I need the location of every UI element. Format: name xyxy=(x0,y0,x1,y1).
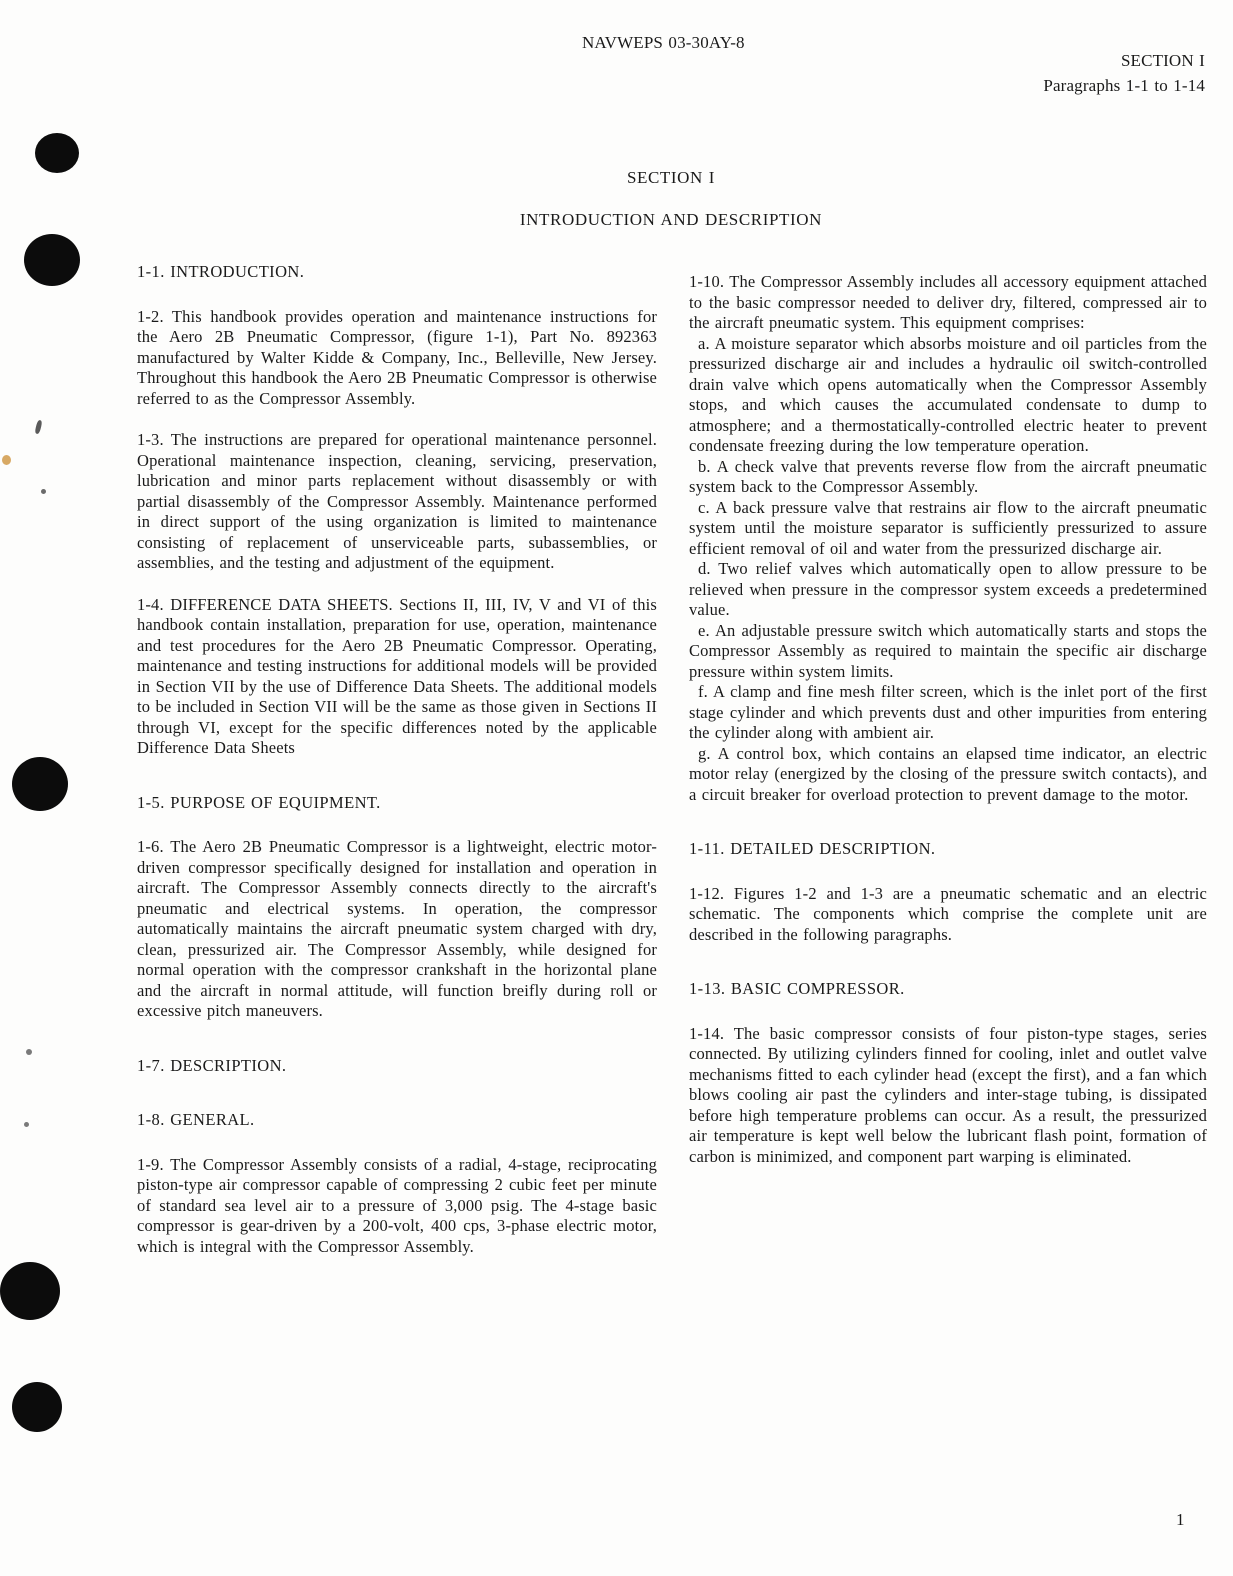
paragraph-heading: 1-8. GENERAL. xyxy=(137,1110,255,1129)
paragraph-heading: 1-13. BASIC COMPRESSOR. xyxy=(689,979,905,998)
punch-hole xyxy=(12,757,68,811)
paragraph: f. A clamp and fine mesh filter screen, which is the inlet port of the first stage cylinder and which prevents dust and other impurities from entering the cylinder along with ambient air. xyxy=(689,682,1207,742)
paragraph: e. An adjustable pressure switch which automatically starts and stops the Compressor Assembly as required to maintain the specific air discharge pressure within system limits. xyxy=(689,620,1207,681)
scan-speck xyxy=(34,420,42,435)
scan-speck xyxy=(41,489,46,494)
left-column xyxy=(137,262,657,1278)
paragraph: 1-12. Figures 1-2 and 1-3 are a pneumatic schematic and an electric schematic. The components which comprise the complete unit are described in the following paragraphs. xyxy=(689,883,1207,944)
paragraph: 1-3. The instructions are prepared for operational maintenance personnel. Operational maintenance inspection, cleaning, servicing, preservation, lubrication and minor parts replacement without disassembly or with partial disassembly of the Compressor Assembly. Maintenance performed in direct support of the using organization is limited to maintenance consisting of replacement of unserviceable parts, subassemblies, or assemblies, and the testing and adjustment of the equipment. xyxy=(137,430,657,572)
scan-speck xyxy=(2,455,11,465)
paragraph-heading: 1-11. DETAILED DESCRIPTION. xyxy=(689,839,936,858)
scan-speck xyxy=(26,1049,32,1055)
paragraph: a. A moisture separator which absorbs moisture and oil particles from the pressurized discharge air and includes a hydraulic oil switch-controlled drain valve which opens automatically when the Compressor Assembly stops, and which causes the accumulated condensate to dump to atmosphere; and a thermostatically-controlled electric heater to prevent condensate freezing during the low temperature operation. xyxy=(689,333,1207,455)
paragraph: 1-9. The Compressor Assembly consists of a radial, 4-stage, reciprocating piston-type air compressor capable of compressing 2 cubic feet per minute of standard sea level air to a pressure of 3,000 psig. The 4-stage basic compressor is gear-driven by a 200-volt, 400 cps, 3-phase electric motor, which is integral with the Compressor Assembly. xyxy=(137,1154,657,1256)
header-section-label: SECTION I xyxy=(1120,51,1205,70)
paragraph-heading: 1-1. INTRODUCTION. xyxy=(137,262,305,281)
section-title: SECTION I xyxy=(626,168,716,187)
scan-speck xyxy=(24,1122,29,1127)
paragraph-heading: 1-7. DESCRIPTION. xyxy=(137,1055,287,1075)
punch-hole xyxy=(0,1262,60,1320)
paragraph: 1-10. The Compressor Assembly includes all accessory equipment attached to the basic compressor needed to deliver dry, filtered, compressed air to the aircraft pneumatic system. This equipment comprises: xyxy=(689,272,1207,332)
paragraph: 1-2. This handbook provides operation and maintenance instructions for the Aero 2B Pneumatic Compressor, (figure 1-1), Part No. 892363 manufactured by Walter Kidde & Company, Inc., Belleville, New Jersey. Throughout this handbook the Aero 2B Pneumatic Compressor is otherwise referred to as the Compressor Assembly. xyxy=(137,306,657,408)
punch-hole xyxy=(12,1382,62,1432)
doc-number: NAVWEPS 03-30AY-8 xyxy=(582,33,745,52)
right-column xyxy=(689,272,1207,1188)
paragraph: d. Two relief valves which automatically open to allow pressure to be relieved when pressure in the compressor system exceeds a predetermined value. xyxy=(689,559,1207,619)
punch-hole xyxy=(35,133,79,173)
paragraph-heading: 1-5. PURPOSE OF EQUIPMENT. xyxy=(137,792,381,812)
section-subtitle: INTRODUCTION AND DESCRIPTION xyxy=(519,210,823,229)
paragraph: 1-14. The basic compressor consists of four piston-type stages, series connected. By utilizing cylinders finned for cooling, inlet and outlet valve mechanisms fitted to each cylinder head (except the first), and a fan which blows cooling air past the cylinders and inter-stage tubing, is dissipated before high temperature problems can occur. As a result, the pressurized air temperature is kept well below the lubricant flash point, formation of carbon is minimized, and component part warping is eliminated. xyxy=(689,1023,1207,1166)
header-paragraph-range: Paragraphs 1-1 to 1-14 xyxy=(1043,76,1205,95)
header-right xyxy=(1043,48,1205,98)
paragraph: c. A back pressure valve that restrains air flow to the aircraft pneumatic system until the moisture separator is sufficiently pressurized to assure efficient removal of oil and water from the pressurized discharge air. xyxy=(689,497,1207,558)
paragraph: b. A check valve that prevents reverse flow from the aircraft pneumatic system back to the Compressor Assembly. xyxy=(689,456,1207,496)
paragraph: 1-6. The Aero 2B Pneumatic Compressor is a lightweight, electric motor-driven compressor specifically designed for installation and operation in aircraft. The Compressor Assembly connects directly to the aircraft's pneumatic and electrical systems. In operation, the compressor automatically maintains the aircraft pneumatic system charged with dry, clean, pressurized air. The Compressor Assembly, while designed for normal operation with the compressor crankshaft in the horizontal plane and the aircraft in normal attitude, will function breifly during roll or excessive pitch maneuvers. xyxy=(137,837,657,1020)
page-number: 1 xyxy=(1176,1510,1185,1529)
paragraph: 1-4. DIFFERENCE DATA SHEETS. Sections II, III, IV, V and VI of this handbook contain installation, preparation for use, operation, maintenance and test procedures for the Aero 2B Pneumatic Compressor. Operating, maintenance and testing instructions for additional models will be provided in Section VII by the use of Difference Data Sheets. The additional models to be included in Section VII will be the same as those given in Sections II through VI, except for the specific differences noted by the applicable Difference Data Sheets xyxy=(137,594,657,757)
punch-hole xyxy=(24,234,80,286)
paragraph: g. A control box, which contains an elapsed time indicator, an electric motor relay (energized by the closing of the pressure switch contacts), and a circuit breaker for overload protection to prevent damage to the motor. xyxy=(689,743,1207,804)
